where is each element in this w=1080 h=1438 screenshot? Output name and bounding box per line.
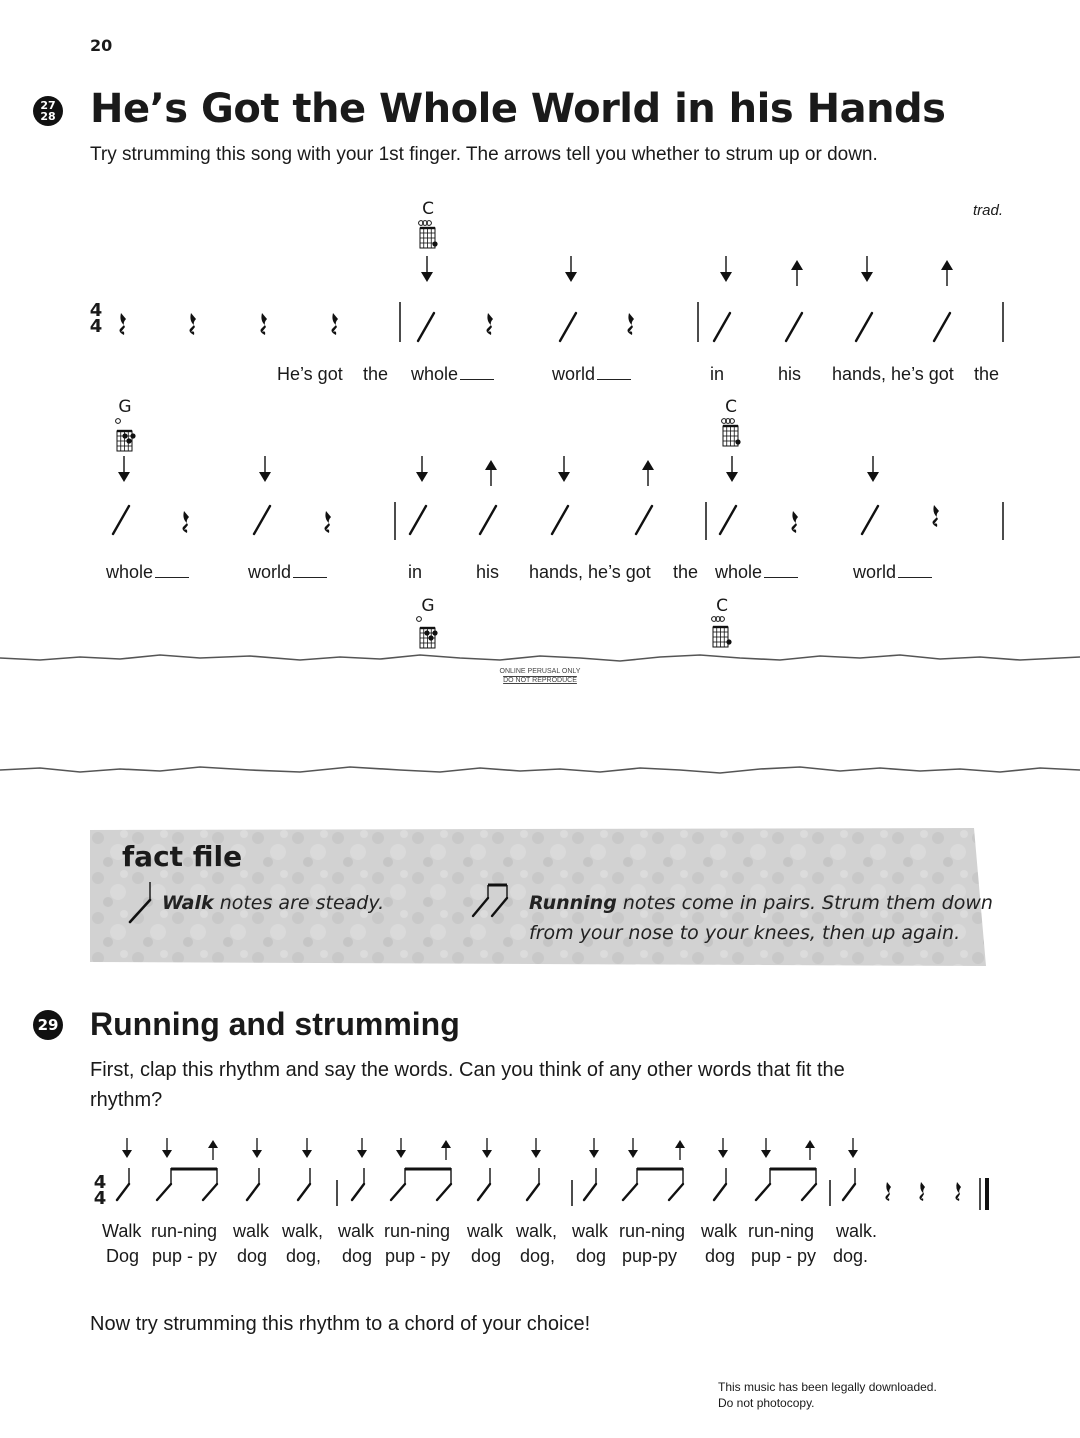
lyric-extender xyxy=(155,577,189,578)
track-number: 29 xyxy=(37,1016,59,1034)
lyric-extender xyxy=(460,379,494,380)
track-number-top: 27 xyxy=(40,99,56,112)
time-signature-top: 4 xyxy=(93,1172,107,1193)
watermark-line1: ONLINE PERUSAL ONLY xyxy=(499,668,581,675)
rhythm-word: dog xyxy=(576,1246,607,1266)
lyric-text: whole xyxy=(411,364,459,384)
rhythm-word: pup - py xyxy=(152,1246,218,1266)
song-credit: trad. xyxy=(973,202,1004,219)
lyric-extender xyxy=(898,577,932,578)
lyric-extended xyxy=(552,364,631,385)
chord-name-c: C xyxy=(725,397,737,417)
rhythm-word: dog xyxy=(237,1246,268,1266)
rhythm-word: pup - py xyxy=(385,1246,451,1266)
lyric-extended xyxy=(248,562,327,583)
rhythm-word: dog, xyxy=(520,1246,556,1266)
walk-note-icon xyxy=(126,880,156,926)
rhythm-word: walk xyxy=(701,1221,738,1241)
lyric: his xyxy=(778,364,802,384)
lyric-text: world xyxy=(248,562,292,582)
lyric-text: world xyxy=(552,364,596,384)
chord-name-g: G xyxy=(118,397,132,417)
torn-edge-bottom xyxy=(0,760,1080,780)
lyric-text: world xyxy=(853,562,897,582)
lyric-extender xyxy=(764,577,798,578)
rhythm-word: walk. xyxy=(836,1221,878,1241)
page-number: 20 xyxy=(90,36,113,55)
rhythm-word: dog. xyxy=(833,1246,869,1266)
running-term: Running xyxy=(529,892,617,914)
rhythm-word: walk xyxy=(338,1221,375,1241)
chord-diagram-c xyxy=(419,221,438,248)
rhythm-word: walk xyxy=(233,1221,270,1241)
running-notes-icon xyxy=(470,880,514,920)
walk-text: notes are steady. xyxy=(219,892,385,914)
lyric: the xyxy=(673,562,699,582)
lyric-text: whole xyxy=(715,562,763,582)
rhythm-word: walk xyxy=(572,1221,609,1241)
running-description xyxy=(529,888,993,948)
track-badge-29 xyxy=(33,1010,63,1040)
lyric-extended xyxy=(853,562,932,583)
rhythm-word: walk, xyxy=(516,1221,558,1241)
time-signature-bottom: 4 xyxy=(93,1188,107,1209)
song-title: He’s Got the Whole World in his Hands xyxy=(90,86,946,132)
chord-diagram-c xyxy=(712,617,732,647)
rhythm-notation xyxy=(0,1130,1080,1220)
rhythm-word: pup-py xyxy=(622,1246,678,1266)
rhythm-word: Dog xyxy=(106,1246,140,1266)
rhythm-word: run-ning xyxy=(619,1221,686,1241)
chord-diagram-g xyxy=(417,617,438,648)
rhythm-word: run-ning xyxy=(748,1221,815,1241)
rhythm-word: pup - py xyxy=(751,1246,817,1266)
lyric-text: whole xyxy=(106,562,154,582)
time-signature-top: 4 xyxy=(89,300,103,321)
lyric: the xyxy=(363,364,389,384)
torn-edge-top xyxy=(0,648,1080,668)
lyric-extender xyxy=(597,379,631,380)
chord-diagram-c xyxy=(722,419,741,446)
lyric-extended xyxy=(411,364,494,385)
walk-term: Walk xyxy=(162,892,214,914)
rhythm-word: dog xyxy=(342,1246,373,1266)
exercise-intro: First, clap this rhythm and say the words. Can you think of any other words that fit the rhythm? xyxy=(90,1059,845,1111)
chord-name-c: C xyxy=(716,596,728,616)
song-intro: Try strumming this song with your 1st finger. The arrows tell you whether to strum up or down. xyxy=(90,144,878,165)
chord-diagram-g xyxy=(116,419,136,451)
legal-line1: This music has been legally downloaded. xyxy=(718,1380,937,1394)
lyric: the xyxy=(974,364,1000,384)
lyric: He’s got xyxy=(277,364,343,384)
rhythm-word: dog xyxy=(705,1246,736,1266)
closing-instruction: Now try strumming this rhythm to a chord of your choice! xyxy=(90,1313,591,1335)
lyric-extended xyxy=(106,562,189,583)
rhythm-word: run-ning xyxy=(384,1221,451,1241)
legal-notice xyxy=(718,1379,937,1411)
running-text-2: from your nose to your knees, then up again. xyxy=(529,922,961,944)
rhythm-word: Walk xyxy=(102,1221,142,1241)
music-notation-song1 xyxy=(0,0,1080,700)
legal-line2: Do not photocopy. xyxy=(718,1396,815,1410)
running-text-1: notes come in pairs. Strum them down xyxy=(622,892,993,914)
time-signature-bottom: 4 xyxy=(89,316,103,337)
rhythm-word: walk xyxy=(467,1221,504,1241)
rhythm-word: run-ning xyxy=(151,1221,218,1241)
lyric-extended xyxy=(715,562,798,583)
chord-name-g: G xyxy=(421,596,435,616)
walk-description xyxy=(162,888,384,918)
lyric: hands, he’s got xyxy=(529,562,651,582)
chord-name-c: C xyxy=(422,199,434,219)
fact-file-title: fact file xyxy=(122,840,243,873)
lyric: in xyxy=(408,562,423,582)
lyric: hands, he’s got xyxy=(832,364,954,384)
lyric: his xyxy=(476,562,500,582)
exercise-title: Running and strumming xyxy=(90,1006,460,1042)
lyric: in xyxy=(710,364,725,384)
rhythm-word: dog, xyxy=(286,1246,322,1266)
rhythm-word: walk, xyxy=(282,1221,324,1241)
track-number-bottom: 28 xyxy=(40,110,56,123)
rhythm-word: dog xyxy=(471,1246,502,1266)
lyric-extender xyxy=(293,577,327,578)
watermark xyxy=(440,667,640,685)
watermark-line2: DO NOT REPRODUCE xyxy=(503,677,577,684)
